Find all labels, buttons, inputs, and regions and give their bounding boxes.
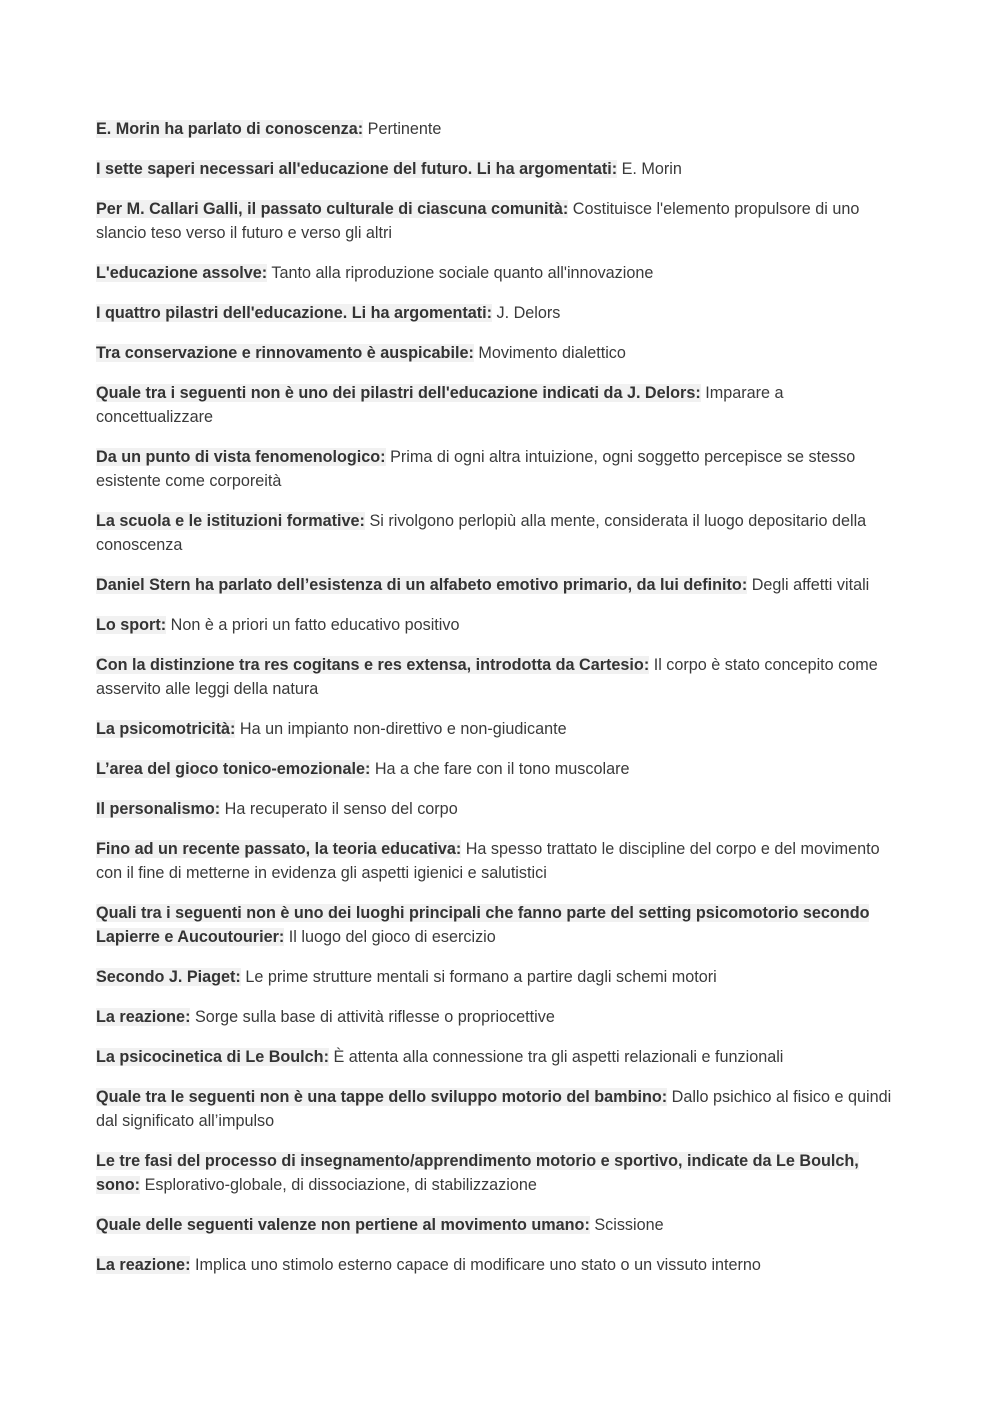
question: L'educazione assolve:: [96, 264, 268, 282]
answer: E. Morin: [621, 160, 682, 178]
answer: Implica uno stimolo esterno capace di modificare uno stato o un vissuto interno: [194, 1256, 761, 1274]
question: La scuola e le istituzioni formative:: [96, 512, 365, 530]
answer: È attenta alla connessione tra gli aspetti relazionali e funzionali: [333, 1048, 784, 1066]
answer: Imparare a concettualizzare: [96, 384, 784, 426]
question: La reazione:: [96, 1256, 191, 1274]
qa-item-19: [96, 1005, 896, 1029]
answer: Scissione: [594, 1216, 664, 1234]
qa-item-20: [96, 1045, 896, 1069]
question: Per M. Callari Galli, il passato culturale di ciascuna comunità:: [96, 200, 569, 218]
qa-item-21: [96, 1085, 896, 1133]
qa-item-11: [96, 613, 896, 637]
answer: Costituisce l'elemento propulsore di uno slancio teso verso il futuro e verso gli altri: [96, 200, 860, 242]
question: Quale delle seguenti valenze non pertiene al movimento umano:: [96, 1216, 590, 1234]
question: Daniel Stern ha parlato dell’esistenza di un alfabeto emotivo primario, da lui definito:: [96, 576, 748, 594]
qa-item-1: [96, 117, 896, 141]
qa-item-12: [96, 653, 896, 701]
question: La reazione:: [96, 1008, 191, 1026]
answer: Ha un impianto non-direttivo e non-giudicante: [239, 720, 567, 738]
answer: Movimento dialettico: [478, 344, 626, 362]
answer: Prima di ogni altra intuizione, ogni soggetto percepisce se stesso esistente come corporeità: [96, 448, 856, 490]
question: Con la distinzione tra res cogitans e res extensa, introdotta da Cartesio:: [96, 656, 650, 674]
qa-item-15: [96, 797, 896, 821]
answer: Ha recuperato il senso del corpo: [224, 800, 458, 818]
qa-list: [96, 117, 896, 1293]
question: L’area del gioco tonico-emozionale:: [96, 760, 371, 778]
answer: Pertinente: [367, 120, 442, 138]
qa-item-3: [96, 197, 896, 245]
qa-item-5: [96, 301, 896, 325]
question: E. Morin ha parlato di conoscenza:: [96, 120, 364, 138]
qa-item-22: [96, 1149, 896, 1197]
question: Le tre fasi del processo di insegnamento/apprendimento motorio e sportivo, indicate da Le Boulch, sono:: [96, 1152, 859, 1194]
question: Il personalismo:: [96, 800, 221, 818]
qa-item-14: [96, 757, 896, 781]
answer: Sorge sulla base di attività riflesse o propriocettive: [194, 1008, 555, 1026]
qa-item-4: [96, 261, 896, 285]
answer: Esplorativo-globale, di dissociazione, di stabilizzazione: [144, 1176, 537, 1194]
answer: Dallo psichico al fisico e quindi dal significato all’impulso: [96, 1088, 892, 1130]
question: I quattro pilastri dell'educazione. Li ha argomentati:: [96, 304, 493, 322]
answer: Ha a che fare con il tono muscolare: [374, 760, 630, 778]
answer: Il luogo del gioco di esercizio: [288, 928, 496, 946]
qa-item-9: [96, 509, 896, 557]
answer: Tanto alla riproduzione sociale quanto all'innovazione: [271, 264, 654, 282]
question: Tra conservazione e rinnovamento è auspicabile:: [96, 344, 474, 362]
qa-item-10: [96, 573, 896, 597]
question: La psicocinetica di Le Boulch:: [96, 1048, 329, 1066]
qa-item-2: [96, 157, 896, 181]
answer: Si rivolgono perlopiù alla mente, considerata il luogo depositario della conoscenza: [96, 512, 867, 554]
qa-item-24: [96, 1253, 896, 1277]
question: Fino ad un recente passato, la teoria educativa:: [96, 840, 462, 858]
answer: Il corpo è stato concepito come asservito alle leggi della natura: [96, 656, 878, 698]
qa-item-16: [96, 837, 896, 885]
answer: Degli affetti vitali: [751, 576, 870, 594]
question: Secondo J. Piaget:: [96, 968, 241, 986]
qa-item-13: [96, 717, 896, 741]
question: Da un punto di vista fenomenologico:: [96, 448, 386, 466]
qa-item-7: [96, 381, 896, 429]
question: Quale tra le seguenti non è una tappe dello sviluppo motorio del bambino:: [96, 1088, 668, 1106]
qa-item-17: [96, 901, 896, 949]
answer: Ha spesso trattato le discipline del corpo e del movimento con il fine di metterne in evidenza gli aspetti igienici e salutistici: [96, 840, 880, 882]
answer: Le prime strutture mentali si formano a partire dagli schemi motori: [245, 968, 717, 986]
qa-item-8: [96, 445, 896, 493]
question: Quali tra i seguenti non è uno dei luoghi principali che fanno parte del setting psicomotorio secondo Lapierre e Aucoutourier:: [96, 904, 870, 946]
question: La psicomotricità:: [96, 720, 236, 738]
question: Quale tra i seguenti non è uno dei pilastri dell'educazione indicati da J. Delors:: [96, 384, 701, 402]
qa-item-23: [96, 1213, 896, 1237]
answer: J. Delors: [496, 304, 561, 322]
answer: Non è a priori un fatto educativo positivo: [170, 616, 460, 634]
question: I sette saperi necessari all'educazione del futuro. Li ha argomentati:: [96, 160, 618, 178]
qa-item-18: [96, 965, 896, 989]
qa-item-6: [96, 341, 896, 365]
question: Lo sport:: [96, 616, 167, 634]
